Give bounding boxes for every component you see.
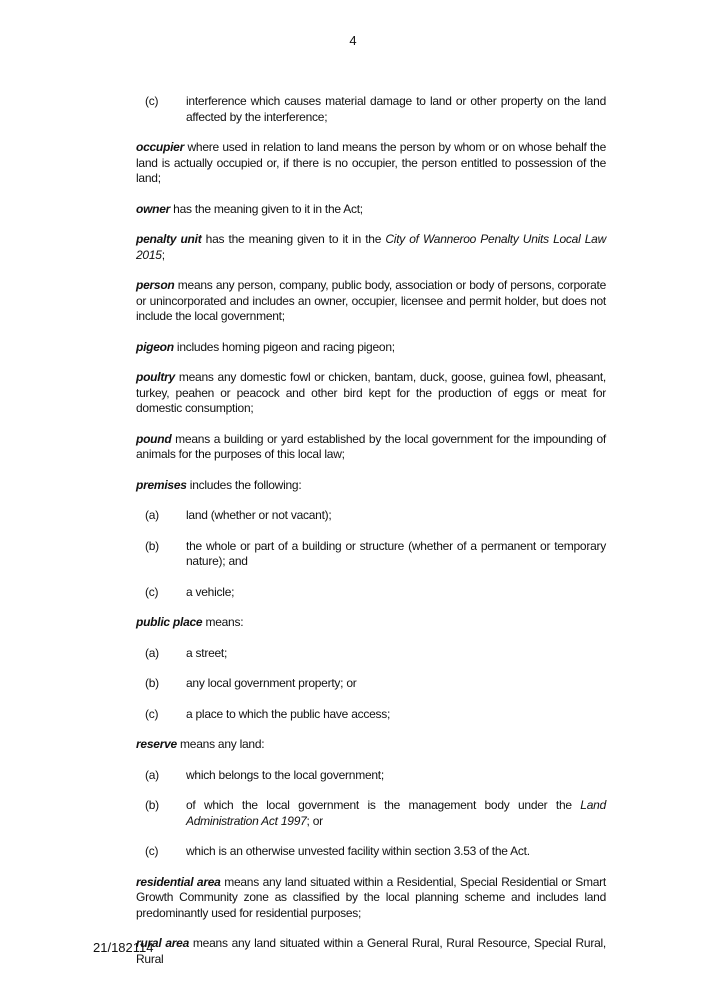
definition-pigeon (136, 340, 606, 356)
definition-rural-area (136, 936, 606, 967)
term: public place (136, 615, 203, 629)
item-text: a place to which the public have access; (186, 706, 391, 721)
definition-reserve (136, 737, 606, 753)
item-text: a vehicle; (186, 584, 235, 599)
definition-residential-area (136, 875, 606, 922)
page-number: 4 (349, 33, 357, 48)
term: owner (136, 201, 171, 216)
definition-text: includes the following: (186, 477, 302, 492)
list-item (136, 798, 606, 829)
definition-tail: ; (161, 247, 165, 262)
item-label: (c) (145, 706, 159, 721)
item-text: which belongs to the local government; (186, 767, 384, 782)
definition-text: means any land situated within a General Rural, Rural Resource, Special Rural, Rural (136, 936, 606, 966)
definition-public-place (136, 615, 606, 631)
definition-penalty-unit (136, 232, 606, 263)
definition-text: means: (202, 615, 244, 629)
term: poultry (136, 370, 175, 384)
definition-text: has the meaning given to it in the Act; (170, 201, 363, 216)
definition-person (136, 278, 606, 325)
definition-occupier (136, 140, 606, 187)
term: occupier (136, 140, 185, 154)
item-text: the whole or part of a building or structure (whether of a permanent or temporary nature); and (186, 538, 606, 568)
term: pigeon (136, 339, 174, 354)
term: premises (136, 477, 187, 492)
list-item (136, 646, 606, 662)
list-item (136, 585, 606, 601)
item-label: (b) (145, 538, 159, 553)
item-text: interference which causes material damage to land or other property on the land affected by the interference; (186, 94, 606, 124)
item-label: (a) (145, 508, 159, 522)
item-label: (a) (145, 767, 159, 782)
definition-premises (136, 478, 606, 494)
item-text-tail: ; or (306, 813, 323, 828)
definition-text: means any person, company, public body, association or body of persons, corporate or unincorporated and includes an owner, occupier, licensee and permit holder, but does not include the local government; (136, 278, 606, 323)
definition-text: means any land situated within a Residential, Special Residential or Smart Growth Community zone as classified by the local planning scheme and includes land predominantly used for residential purposes; (136, 874, 606, 920)
item-text: a street; (186, 645, 228, 660)
definition-text: means any domestic fowl or chicken, bantam, duck, goose, guinea fowl, pheasant, turkey, peahen or peacock and other bird kept for the production of eggs or meat for domestic consumption; (136, 370, 606, 415)
list-item (136, 94, 606, 125)
list-item (136, 768, 606, 784)
item-label: (c) (145, 844, 159, 858)
term: person (136, 278, 175, 292)
item-label: (b) (145, 676, 159, 690)
definition-pound (136, 432, 606, 463)
definition-text: means a building or yard established by the local government for the impounding of animals for the purposes of this local law; (136, 431, 606, 461)
definition-text: where used in relation to land means the person by whom or on whose behalf the land is actually occupied or, if there is no occupier, the person entitled to possession of the land; (136, 140, 606, 185)
term: rural area (136, 936, 190, 950)
list-item (136, 676, 606, 692)
item-label: (c) (145, 584, 159, 599)
term: penalty unit (136, 232, 202, 246)
item-label: (a) (145, 645, 159, 660)
definition-text: has the meaning given to it in the (201, 232, 386, 246)
term: residential area (136, 874, 221, 889)
item-text: any local government property; or (186, 676, 357, 690)
item-text-lead: of which the local government is the management body under the (186, 798, 581, 812)
item-label: (c) (145, 94, 159, 108)
legislation-reference: Land Administration Act 1997 (186, 798, 606, 828)
term: reserve (136, 737, 177, 751)
term: pound (136, 431, 172, 446)
definition-poultry (136, 370, 606, 417)
list-item (136, 508, 606, 524)
item-text: which is an otherwise unvested facility within section 3.53 of the Act. (186, 844, 530, 858)
list-item (136, 539, 606, 570)
definition-text: includes homing pigeon and racing pigeon; (173, 339, 395, 354)
item-text (186, 798, 606, 829)
legislation-reference: City of Wanneroo Penalty Units Local Law 2015 (136, 232, 606, 262)
definition-owner (136, 202, 606, 218)
document-reference: 21/182114 (93, 940, 154, 955)
item-label: (b) (145, 798, 159, 812)
definitions-body (136, 94, 606, 982)
definition-text: means any land: (176, 737, 265, 751)
list-item (136, 707, 606, 723)
item-text: land (whether or not vacant); (186, 508, 332, 522)
list-item (136, 844, 606, 860)
